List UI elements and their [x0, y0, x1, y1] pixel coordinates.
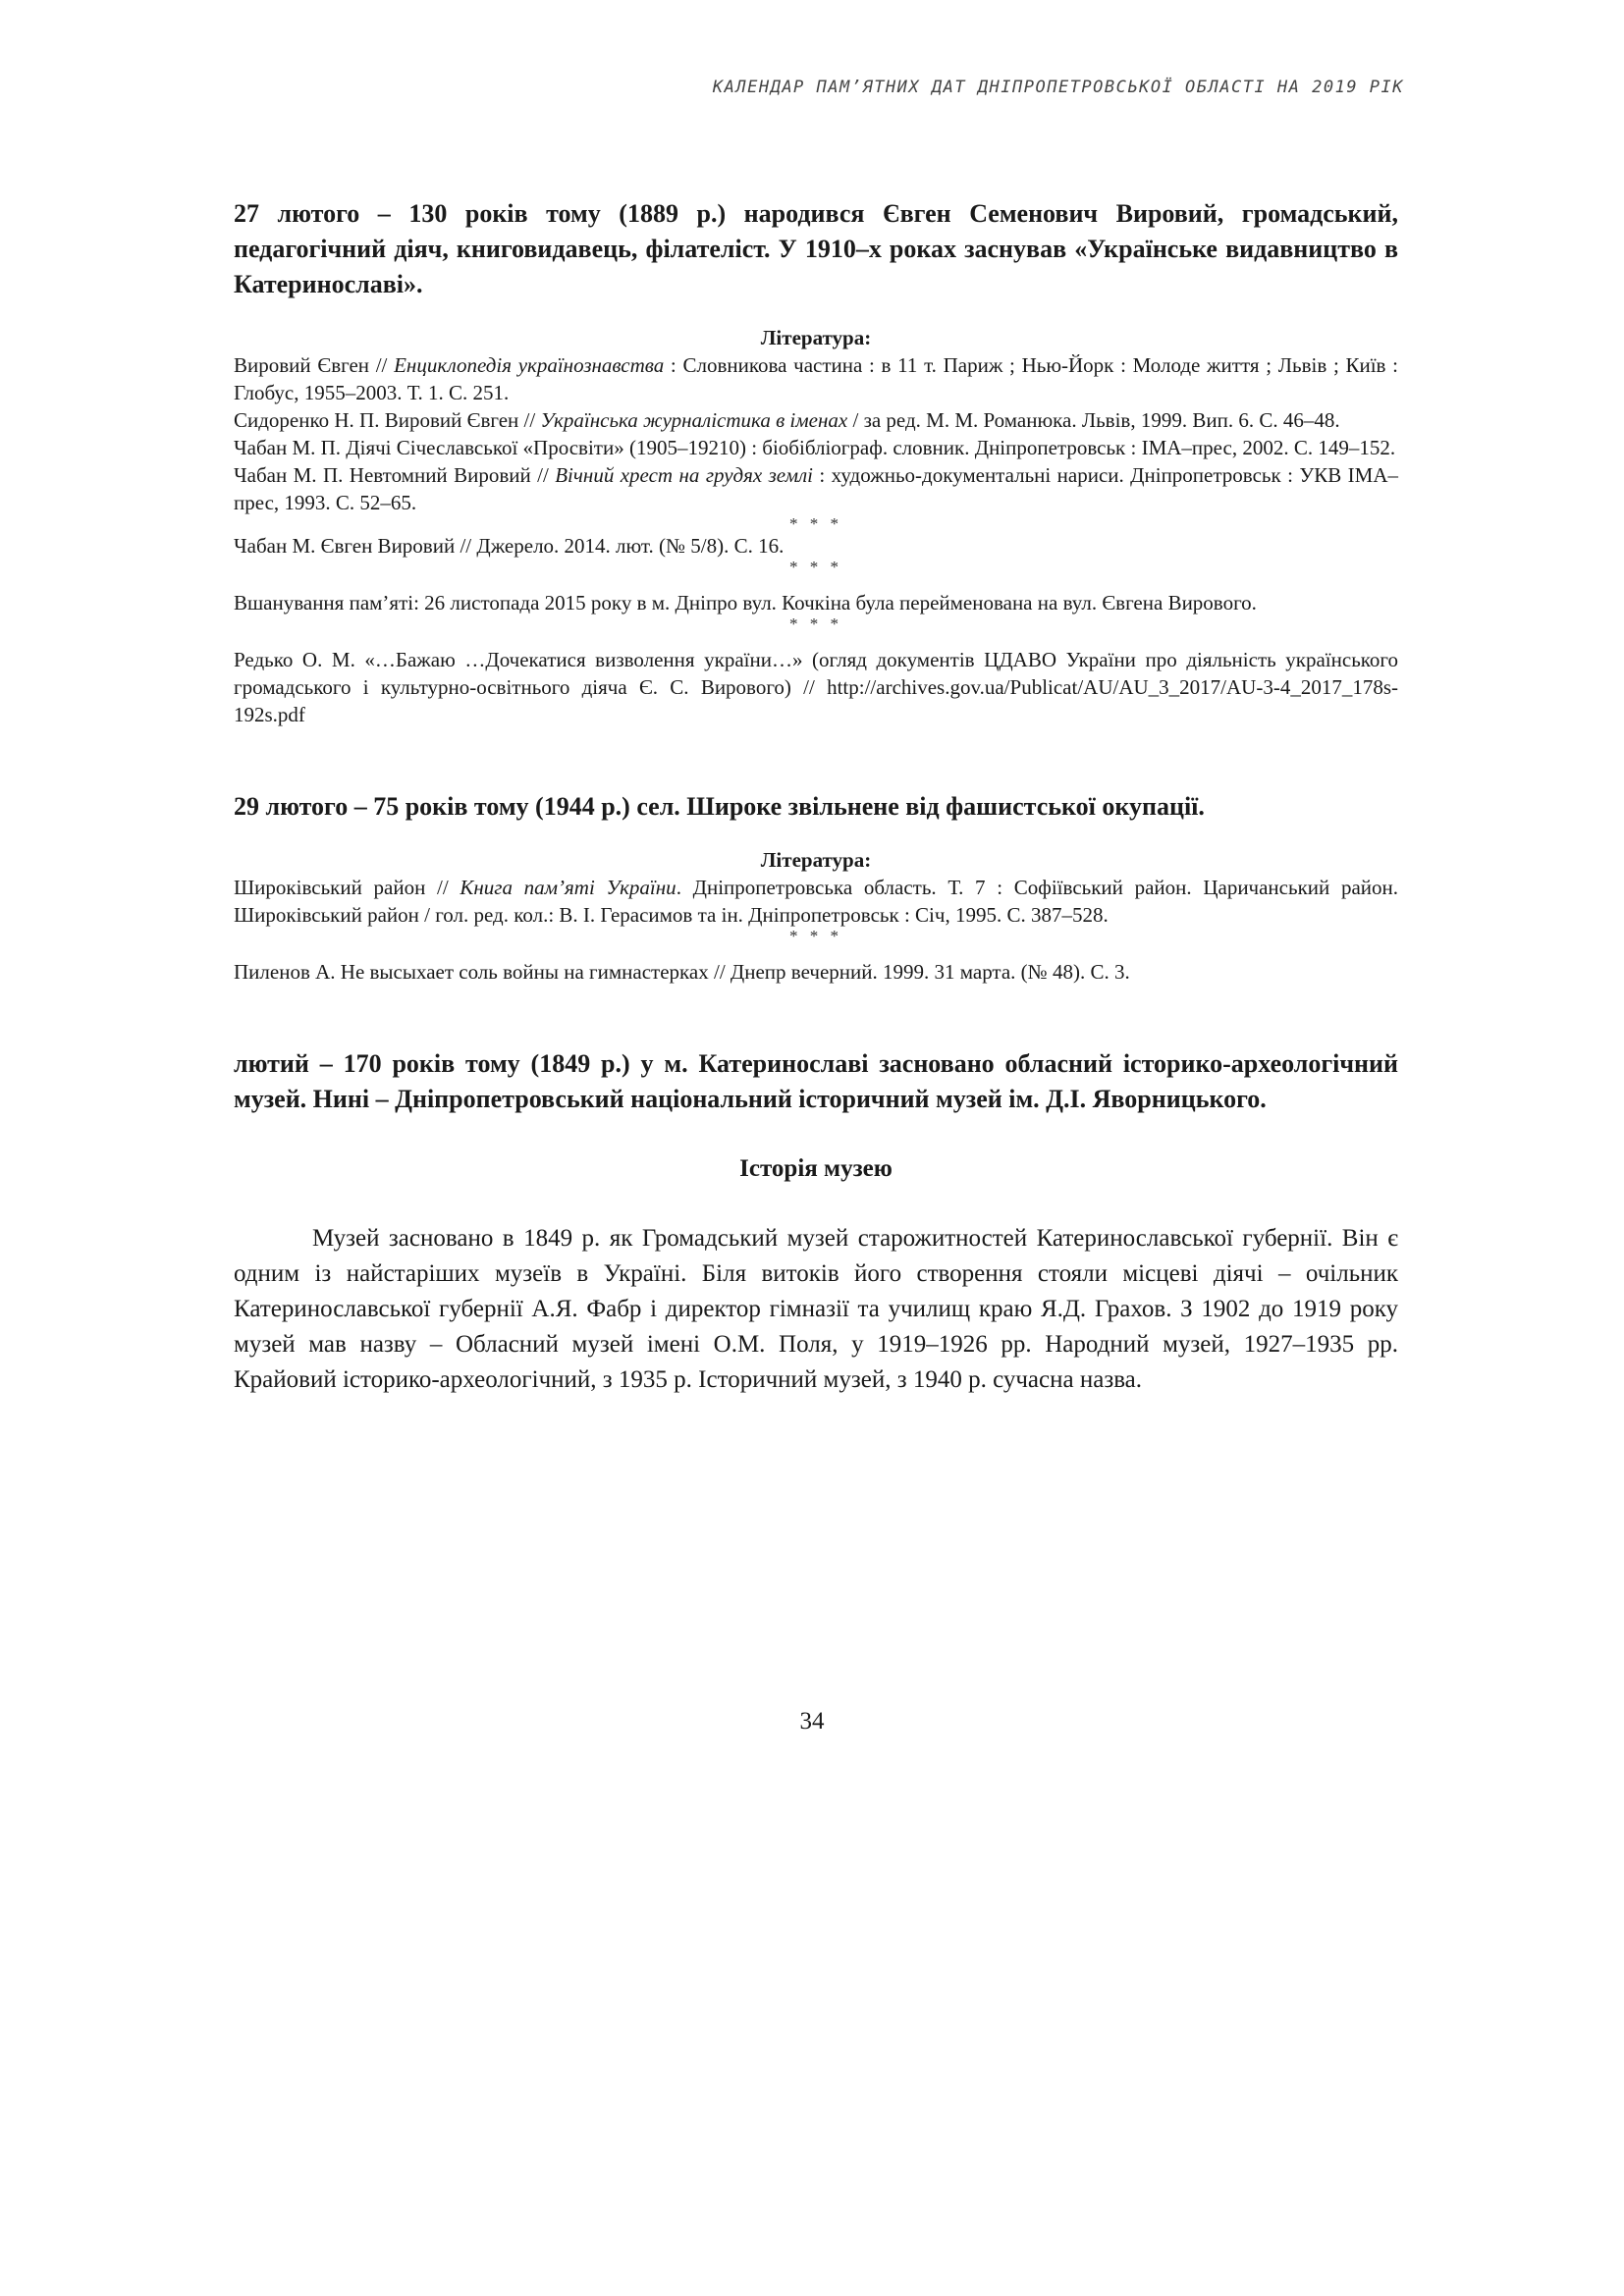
- literature-item: Вировий Євген // Енциклопедія українознавства : Словникова частина : в 11 т. Париж ; Нью-Йорк : Молоде життя ; Львів ; Київ : Глобус, 1955–2003. Т. 1. С. 251.: [234, 353, 1398, 404]
- separator-stars: * * *: [789, 514, 842, 533]
- page-number: 34: [799, 1708, 825, 1735]
- literature-title: Література:: [760, 848, 872, 872]
- section-title: Історія музею: [739, 1155, 893, 1182]
- literature-item: Широківський район // Книга пам’яті України. Дніпропетровська область. Т. 7 : Софіївський район. Царичанський район. Широківський район / гол. ред. кол.: В. І. Герасимов та ін. Дніпропетровськ : Січ, 1995. С. 387–528.: [234, 876, 1398, 927]
- body-paragraph: Музей засновано в 1849 р. як Громадський музей старожитностей Катеринославської губернії. Він є одним із найстаріших музеїв в Україні. Біля витоків його створення стояли місцеві діячі – очільник Катеринославської губернії А.Я. Фабр і директор гімназії та училищ краю Я.Д. Грахов. З 1902 до 1919 року музей мав назву – Обласний музей імені О.М. Поля, у 1919–1926 рр. Народний музей, 1927–1935 рр. Крайовий історико-археологічний, з 1935 р. Історичний музей, з 1940 р. сучасна назва.: [234, 1225, 1398, 1393]
- entry-heading: 27 лютого – 130 років тому (1889 р.) народився Євген Семенович Вировий, громадський, педагогічний діяч, книговидавець, філателіст. У 1910–х роках заснував «Українське видавництво в Катеринославі».: [234, 199, 1398, 298]
- separator-stars: * * *: [789, 927, 842, 945]
- separator-stars: * * *: [789, 614, 842, 633]
- literature-title: Література:: [760, 326, 872, 349]
- literature-item: Сидоренко Н. П. Вировий Євген // Українська журналістика в іменах / за ред. М. М. Романюка. Львів, 1999. Вип. 6. С. 46–48.: [234, 408, 1340, 432]
- running-header: КАЛЕНДАР ПАМ’ЯТНИХ ДАТ ДНІПРОПЕТРОВСЬКОЇ ОБЛАСТІ НА 2019 РІК: [712, 78, 1404, 97]
- literature-item: Редько О. М. «…Бажаю …Дочекатися визволення україни…» (огляд документів ЦДАВО України про діяльність українського громадського і культурно-освітнього діяча Є. С. Вирового) // http://archives.gov.ua/Publicat/AU/AU_3_2017/AU-3-4_2017_178s-192s.pdf: [234, 648, 1398, 726]
- literature-item: Чабан М. П. Невтомний Вировий // Вічний хрест на грудях землі : художньо-документальні нариси. Дніпропетровськ : УКВ ІМА–прес, 1993. С. 52–65.: [234, 463, 1398, 514]
- page-content: [234, 196, 1398, 1398]
- literature-item: Пиленов А. Не высыхает соль войны на гимнастерках // Днепр вечерний. 1999. 31 марта. (№ 48). С. 3.: [234, 960, 1130, 984]
- commemoration-note: Вшанування пам’яті: 26 листопада 2015 року в м. Дніпро вул. Кочкіна була перейменована на вул. Євгена Вирового.: [234, 591, 1257, 614]
- entry-heading: лютий – 170 років тому (1849 р.) у м. Катеринославі засновано обласний історико-археологічний музей. Нині – Дніпропетровський національний історичний музей ім. Д.І. Яворницького.: [234, 1049, 1398, 1113]
- entry-heading: 29 лютого – 75 років тому (1944 р.) сел. Широке звільнене від фашистської окупації.: [234, 792, 1205, 821]
- separator-stars: * * *: [789, 558, 842, 576]
- literature-item: Чабан М. Євген Вировий // Джерело. 2014. лют. (№ 5/8). С. 16.: [234, 534, 785, 558]
- literature-item: Чабан М. П. Діячі Січеславської «Просвіти» (1905–19210) : біобібліограф. словник. Дніпропетровськ : ІМА–прес, 2002. С. 149–152.: [234, 436, 1396, 459]
